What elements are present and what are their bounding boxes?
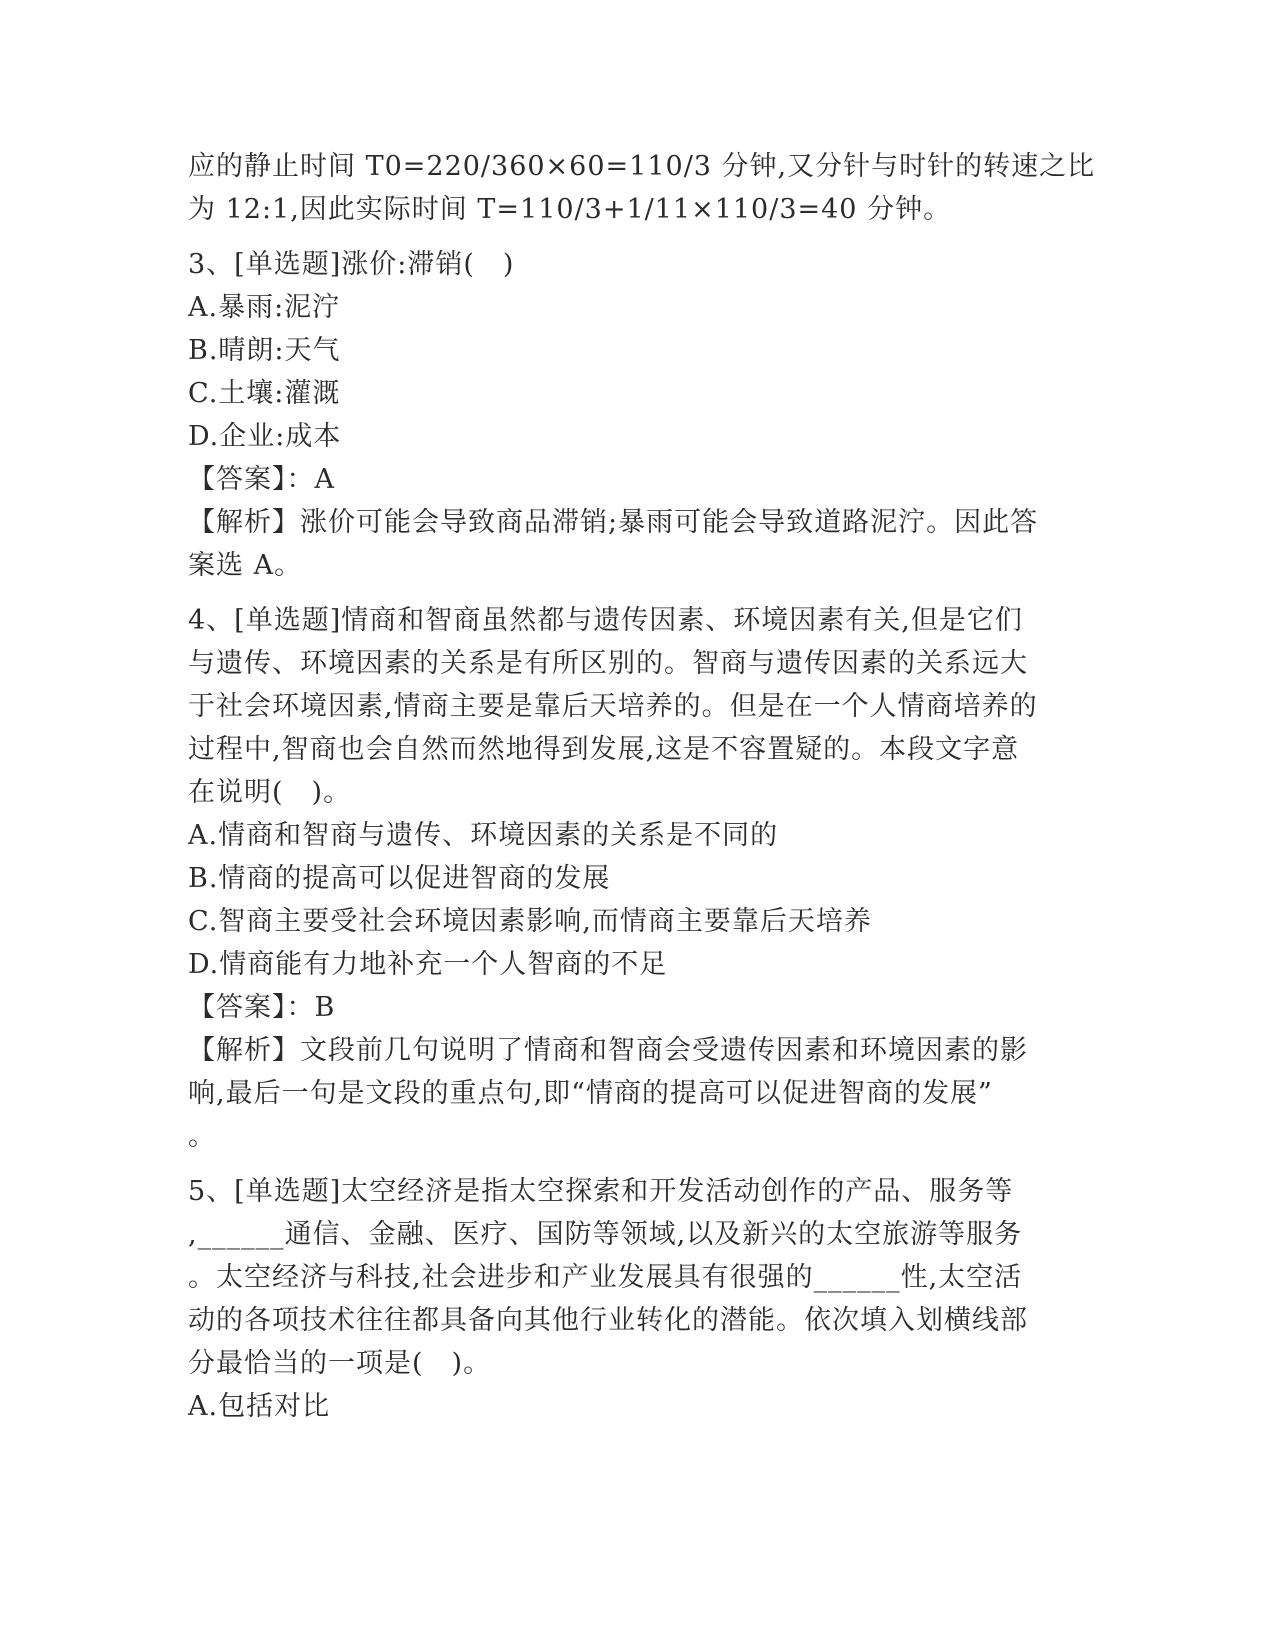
question-stem: 过程中,智商也会自然而然地得到发展,这是不容置疑的。本段文字意 bbox=[188, 734, 1020, 765]
question-stem: 在说明( )。 bbox=[188, 777, 352, 808]
option-c: C.土壤:灌溉 bbox=[188, 378, 341, 409]
analysis-line: 。 bbox=[188, 1121, 216, 1152]
option-a: A.包括对比 bbox=[188, 1391, 331, 1422]
option-b: B.晴朗:天气 bbox=[188, 335, 341, 366]
text-line: 为 12:1,因此实际时间 T=110/3+1/11×110/3=40 分钟。 bbox=[188, 194, 952, 225]
question-5 bbox=[188, 1170, 1088, 1428]
question-stem: 4、[单选题]情商和智商虽然都与遗传因素、环境因素有关,但是它们 bbox=[188, 605, 1023, 636]
question-stem: 于社会环境因素,情商主要是靠后天培养的。但是在一个人情商培养的 bbox=[188, 691, 1038, 722]
question-stem: ,______通信、金融、医疗、国防等领域,以及新兴的太空旅游等服务 bbox=[188, 1219, 1023, 1250]
question-stem: 与遗传、环境因素的关系是有所区别的。智商与遗传因素的关系远大 bbox=[188, 648, 1028, 679]
intro-paragraph bbox=[188, 145, 1096, 231]
analysis-line: 【解析】涨价可能会导致商品滞销;暴雨可能会导致道路泥泞。因此答 bbox=[188, 507, 1039, 538]
analysis-line: 【解析】文段前几句说明了情商和智商会受遗传因素和环境因素的影 bbox=[188, 1035, 1028, 1066]
analysis-line: 响,最后一句是文段的重点句,即“情商的提高可以促进智商的发展” bbox=[188, 1078, 993, 1109]
question-stem: 分最恰当的一项是( )。 bbox=[188, 1348, 492, 1379]
answer-line: 【答案】：B bbox=[188, 992, 336, 1023]
question-stem: 3、[单选题]涨价:滞销( ) bbox=[188, 249, 515, 280]
question-stem: 。太空经济与科技,社会进步和产业发展具有很强的______性,太空活 bbox=[188, 1262, 1023, 1293]
text-line: 应的静止时间 T0=220/360×60=110/3 分钟,又分针与时针的转速之比 bbox=[188, 151, 1096, 182]
question-stem: 动的各项技术往往都具备向其他行业转化的潜能。依次填入划横线部 bbox=[188, 1305, 1028, 1336]
option-d: D.企业:成本 bbox=[188, 421, 342, 452]
option-a: A.暴雨:泥泞 bbox=[188, 292, 341, 323]
question-stem: 5、[单选题]太空经济是指太空探索和开发活动创作的产品、服务等 bbox=[188, 1176, 1014, 1207]
question-3 bbox=[188, 243, 1088, 587]
document-page bbox=[188, 145, 1096, 1428]
answer-line: 【答案】：A bbox=[188, 464, 335, 495]
analysis-line: 案选 A。 bbox=[188, 550, 303, 581]
option-b: B.情商的提高可以促进智商的发展 bbox=[188, 863, 611, 894]
option-d: D.情商能有力地补充一个人智商的不足 bbox=[188, 949, 668, 980]
question-4 bbox=[188, 599, 1088, 1158]
option-a: A.情商和智商与遗传、环境因素的关系是不同的 bbox=[188, 820, 779, 851]
option-c: C.智商主要受社会环境因素影响,而情商主要靠后天培养 bbox=[188, 906, 872, 937]
